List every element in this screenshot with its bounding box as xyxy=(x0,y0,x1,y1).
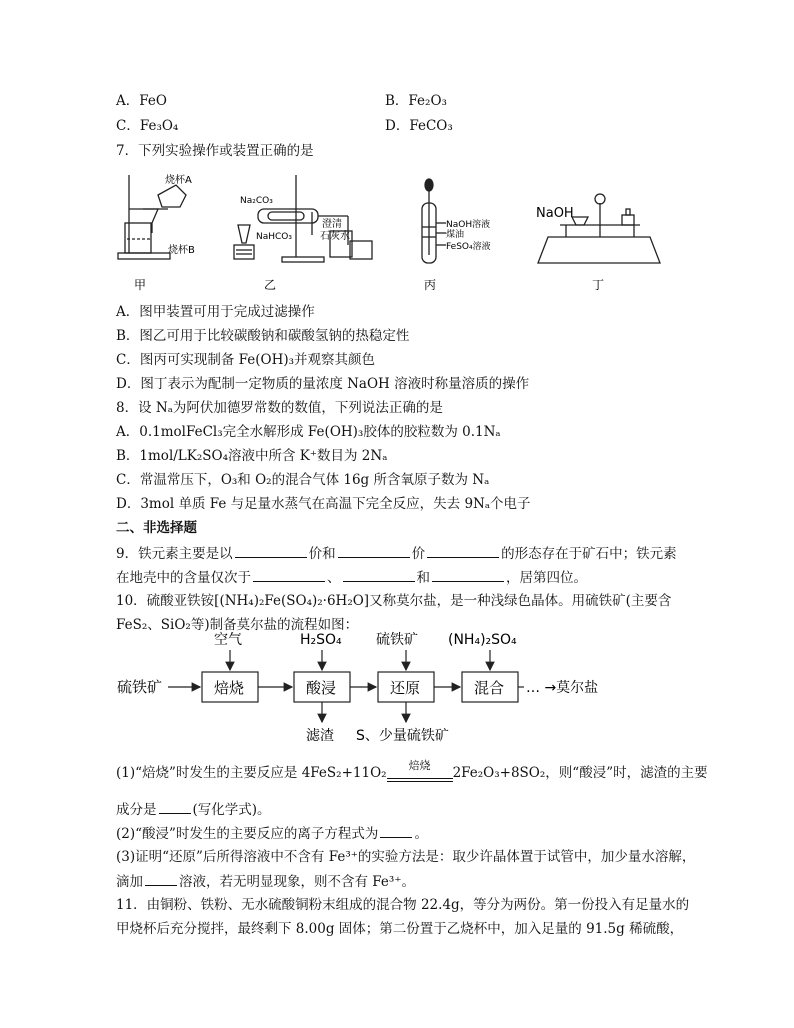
section-title: 二、非选择题 xyxy=(116,520,197,536)
q10-sub1-line-1 xyxy=(116,759,708,782)
label-kerosene: 煤油 xyxy=(446,230,465,240)
flow-step-reduce: 还原 xyxy=(390,679,421,697)
q9-text-1: 9．铁元素主要是以 xyxy=(116,546,233,562)
flow-step-acid-leach: 酸浸 xyxy=(306,679,337,697)
q8-option-d: D．3mol 单质 Fe 与足量水蒸气在高温下完全反应，失去 9Nₐ个电子 xyxy=(116,496,531,512)
q9-text-6: 、 xyxy=(327,570,341,586)
q10-sub3-line-2 xyxy=(116,872,415,891)
q7-option-a: A．图甲装置可用于完成过滤操作 xyxy=(116,304,315,320)
q11-line-1: 11．由铜粉、铁粉、无水硫酸铜粉末组成的混合物 22.4g，等分为两份。第一份投入有足量水的 xyxy=(116,897,690,913)
q10-sub3-text-c: 溶液，若无明显现象，则不含有 Fe³⁺。 xyxy=(179,874,415,890)
q10-blank-3[interactable] xyxy=(145,872,177,886)
q10-sub1-text-c: 成分是 xyxy=(116,802,157,818)
label-beaker-a: 烧杯A xyxy=(165,175,192,186)
q10-blank-1[interactable] xyxy=(159,800,191,814)
q10-sub1-text-a: (1)“焙烧”时发生的主要反应是 4FeS₂+11O₂ xyxy=(116,765,387,781)
q9-blank-4[interactable] xyxy=(253,568,325,582)
q8-option-c: C．常温常压下，O₃和 O₂的混合气体 16g 所含氧原子数为 Nₐ xyxy=(116,472,490,488)
q10-sub1-text-d: (写化学式)。 xyxy=(192,802,271,818)
q9-blank-5[interactable] xyxy=(343,568,415,582)
q7-apparatus-figure xyxy=(0,165,794,295)
flow-step-mix: 混合 xyxy=(474,679,505,697)
flow-output-residue: 滤渣 xyxy=(306,728,334,744)
q8-option-b: B．1mol/LK₂SO₄溶液中所含 K⁺数目为 2Nₐ xyxy=(116,448,388,464)
label-limewater-1: 澄清 xyxy=(322,219,342,230)
q6-option-a: A．FeO xyxy=(116,93,167,109)
label-nahco3: NaHCO₃ xyxy=(256,232,292,242)
label-beaker-b: 烧杯B xyxy=(168,245,195,256)
flow-step-roast: 焙烧 xyxy=(214,679,245,697)
q10-line-2: FeS₂、SiO₂等)制备莫尔盐的流程如图： xyxy=(116,617,359,633)
label-ding: 丁 xyxy=(592,278,605,292)
q9-blank-2[interactable] xyxy=(338,544,410,558)
flow-end: … →莫尔盐 xyxy=(526,680,599,696)
q9-line-2 xyxy=(116,568,587,587)
q10-flow-diagram xyxy=(0,630,794,750)
q9-text-8: ，居第四位。 xyxy=(506,570,587,586)
q10-blank-2[interactable] xyxy=(380,824,412,838)
label-yi: 乙 xyxy=(264,278,277,292)
q8-stem: 8．设 Nₐ为阿伏加德罗常数的数值，下列说法正确的是 xyxy=(116,400,443,416)
label-naoh-solution: NaOH溶液 xyxy=(446,220,491,230)
q10-sub1-line-2 xyxy=(116,800,271,819)
q10-sub3-text-b: 滴加 xyxy=(116,874,143,890)
label-naoh: NaOH xyxy=(536,206,574,221)
q10-sub2-line xyxy=(116,824,428,843)
q9-text-4: 的形态存在于矿石中；铁元素 xyxy=(501,546,677,562)
flow-input-air: 空气 xyxy=(214,632,242,648)
q6-option-b: B．Fe₂O₃ xyxy=(385,93,447,109)
q9-blank-3[interactable] xyxy=(427,544,499,558)
q9-line-1 xyxy=(116,544,677,563)
q10-sub2-text-b: 。 xyxy=(414,826,428,842)
q7-option-d: D．图丁表示为配制一定物质的量浓度 NaOH 溶液时称量溶质的操作 xyxy=(116,376,530,392)
q11-line-2: 甲烧杯后充分搅拌，最终剩下 8.00g 固体；第二份置于乙烧杯中，加入足量的 91.5g 稀硫酸， xyxy=(116,921,684,937)
q10-sub2-text-a: (2)“酸浸”时发生的主要反应的离子方程式为 xyxy=(116,826,379,842)
q7-stem: 7．下列实验操作或装置正确的是 xyxy=(116,143,314,159)
label-bing: 丙 xyxy=(424,278,437,292)
flow-input-h2so4: H₂SO₄ xyxy=(300,632,342,648)
q9-text-2: 价和 xyxy=(308,546,336,562)
flow-input-pyrite: 硫铁矿 xyxy=(376,632,418,648)
flow-start: 硫铁矿 xyxy=(117,678,163,696)
q9-blank-6[interactable] xyxy=(432,568,504,582)
q10-line-1: 10．硫酸亚铁铵[(NH₄)₂Fe(SO₄)₂·6H₂O]又称莫尔盐，是一种浅绿色晶体。用硫铁矿(主要含 xyxy=(116,593,672,609)
q9-blank-1[interactable] xyxy=(235,544,307,558)
q6-option-c: C．Fe₃O₄ xyxy=(116,118,179,134)
q10-sub1-text-b: 2Fe₂O₃+8SO₂，则“酸浸”时，滤渣的主要 xyxy=(452,765,708,781)
label-limewater-2: 石灰水 xyxy=(320,231,350,242)
apparatus-ding xyxy=(538,194,660,263)
reaction-condition xyxy=(387,759,453,782)
flow-input-ammonium-sulfate: (NH₄)₂SO₄ xyxy=(448,632,517,648)
apparatus-bing xyxy=(422,179,446,263)
apparatus-yi xyxy=(234,175,372,262)
q7-option-c: C．图丙可实现制备 Fe(OH)₃并观察其颜色 xyxy=(116,352,376,368)
q10-sub3-line-1: (3)证明“还原”后所得溶液中不含有 Fe³⁺的实验方法是：取少许晶体置于试管中，加少量水溶解， xyxy=(116,849,696,865)
condition-text: 焙烧 xyxy=(408,759,431,772)
label-jia: 甲 xyxy=(134,278,147,292)
q8-option-a: A．0.1molFeCl₃完全水解形成 Fe(OH)₃胶体的胶粒数为 0.1Nₐ xyxy=(116,424,501,440)
q9-text-3: 价 xyxy=(411,546,426,562)
flow-output-sulfur: S、少量硫铁矿 xyxy=(356,728,449,744)
q6-option-d: D．FeCO₃ xyxy=(385,118,453,134)
q9-text-5: 在地壳中的含量仅次于 xyxy=(116,570,251,586)
label-na2co3: Na₂CO₃ xyxy=(240,196,273,206)
label-feso4-solution: FeSO₄溶液 xyxy=(446,242,491,252)
q7-option-b: B．图乙可用于比较碳酸钠和碳酸氢钠的热稳定性 xyxy=(116,328,410,344)
q9-text-7: 和 xyxy=(416,570,430,586)
